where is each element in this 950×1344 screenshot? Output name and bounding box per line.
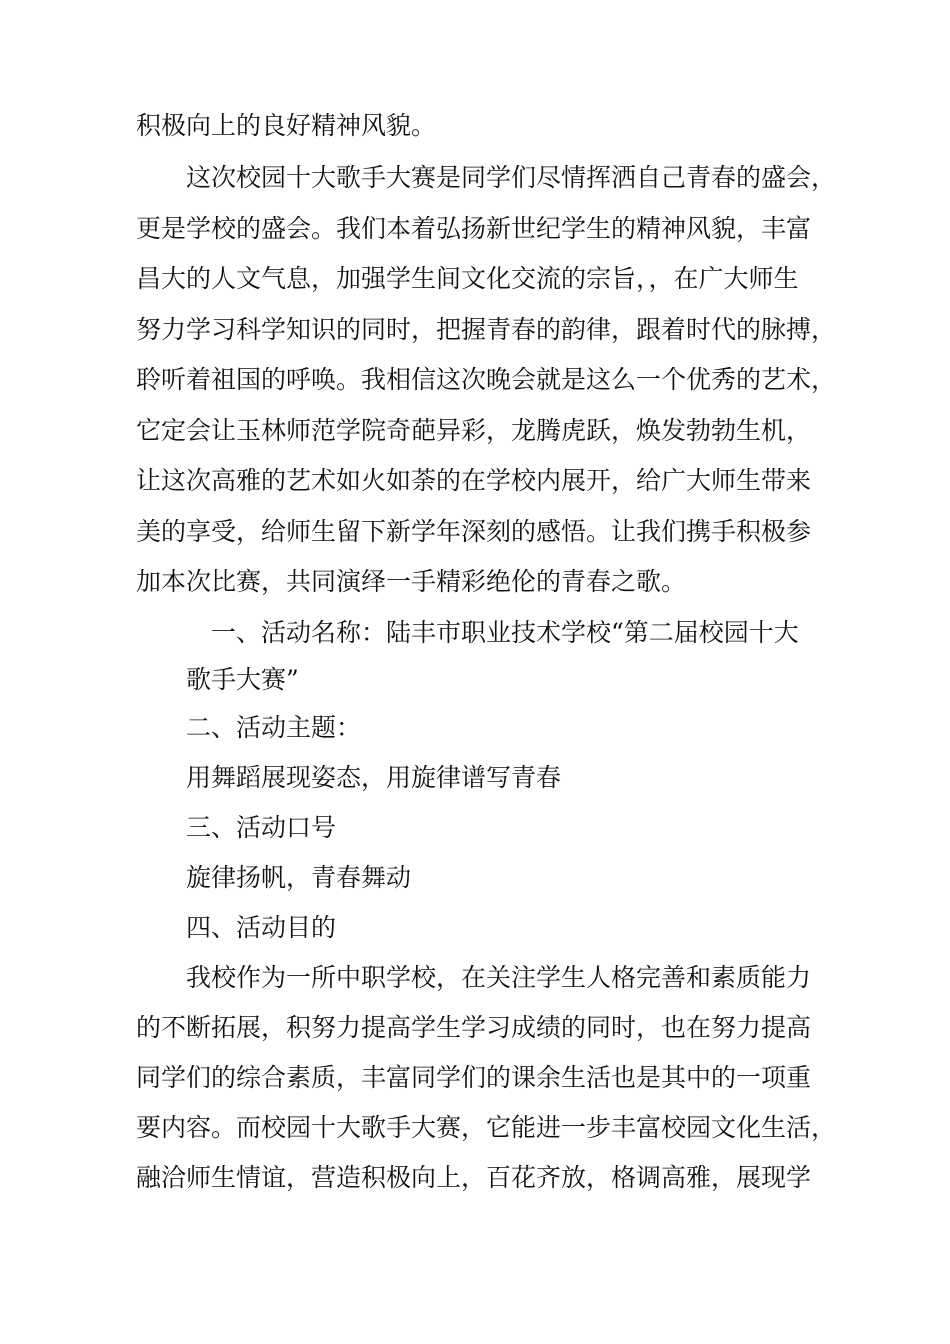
text-line: 聆听着祖国的呼唤。我相信这次晚会就是这么一个优秀的艺术， bbox=[136, 365, 837, 394]
text-line: 同学们的综合素质，丰富同学们的课余生活也是其中的一项重 bbox=[136, 1063, 812, 1092]
text-line: 我校作为一所中职学校，在关注学生人格完善和素质能力 bbox=[186, 963, 812, 992]
text-line: 旋律扬帆，青春舞动 bbox=[186, 863, 412, 892]
text-line: 四、活动目的 bbox=[186, 913, 337, 942]
text-line: 用舞蹈展现姿态，用旋律谱写青春 bbox=[186, 763, 562, 792]
text-line: 的不断拓展，积努力提高学生学习成绩的同时，也在努力提高 bbox=[136, 1013, 812, 1042]
text-line: 积极向上的良好精神风貌。 bbox=[136, 111, 437, 140]
text-line: 三、活动口号 bbox=[186, 813, 337, 842]
text-line: 加本次比赛，共同演绎一手精彩绝伦的青春之歌。 bbox=[136, 567, 687, 596]
text-line: 让这次高雅的艺术如火如荼的在学校内展开，给广大师生带来 bbox=[136, 466, 812, 495]
text-line: 融洽师生情谊，营造积极向上，百花齐放，格调高雅，展现学 bbox=[136, 1163, 812, 1192]
text-line: 这次校园十大歌手大赛是同学们尽情挥洒自己青春的盛会， bbox=[186, 163, 837, 192]
text-line: 一、活动名称：陆丰市职业技术学校“第二届校园十大 bbox=[211, 618, 799, 647]
text-line: 更是学校的盛会。我们本着弘扬新世纪学生的精神风貌，丰富 bbox=[136, 214, 812, 243]
text-line: 二、活动主题： bbox=[186, 713, 362, 742]
text-line: 它定会让玉林师范学院奇葩异彩，龙腾虎跃，焕发勃勃生机， bbox=[136, 416, 812, 445]
text-line: 努力学习科学知识的同时，把握青春的韵律，跟着时代的脉搏， bbox=[136, 315, 837, 344]
text-line: 美的享受，给师生留下新学年深刻的感悟。让我们携手积极参 bbox=[136, 517, 812, 546]
text-line: 歌手大赛” bbox=[186, 665, 299, 694]
text-line: 昌大的人文气息，加强学生间文化交流的宗旨，，在广大师生 bbox=[136, 264, 799, 293]
text-line: 要内容。而校园十大歌手大赛，它能进一步丰富校园文化生活， bbox=[136, 1113, 837, 1142]
